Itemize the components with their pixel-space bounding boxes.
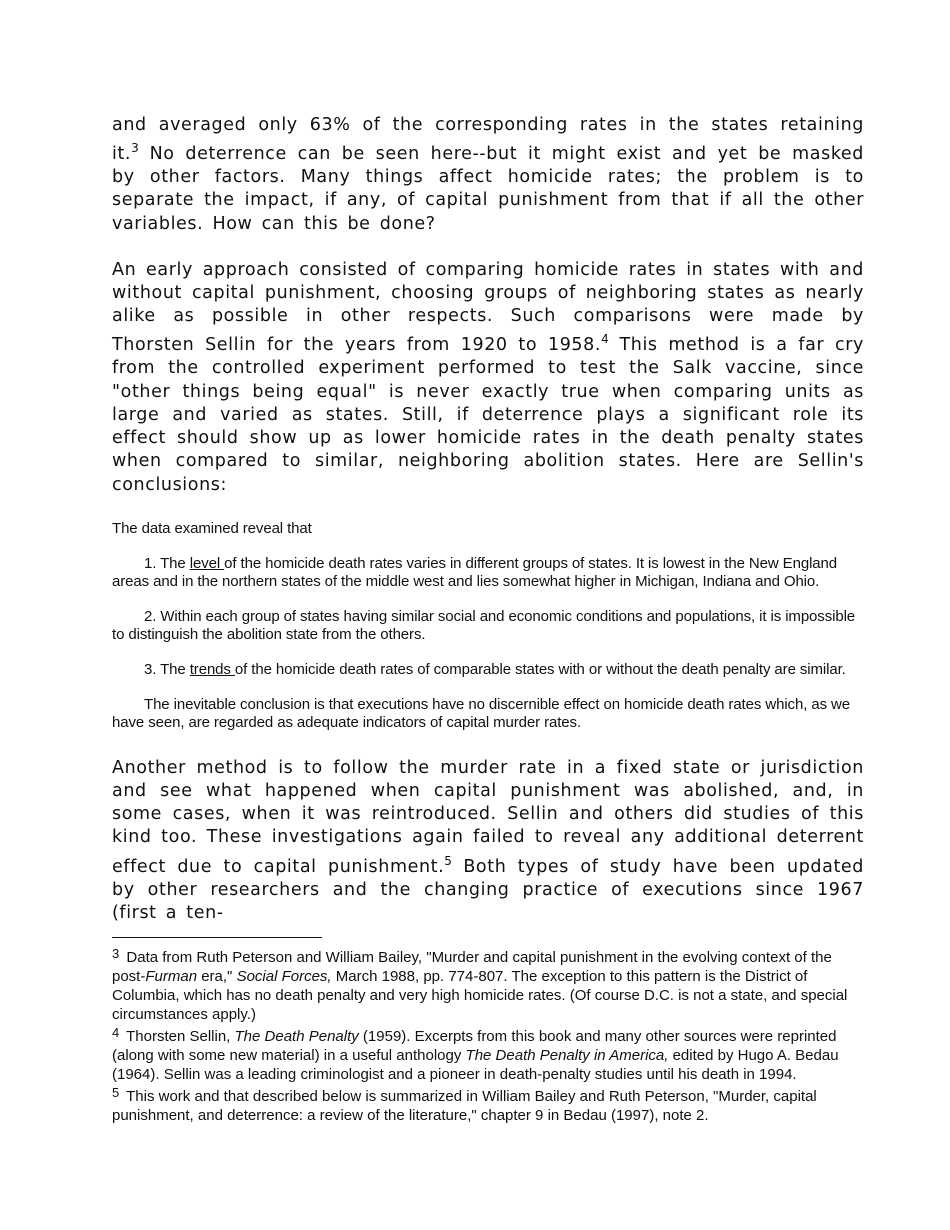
footnote-5: 5 This work and that described below is summarized in William Bailey and Ruth Peterson, "Murder, capital punishment, and deterrence: a review of the literature," chapter 9 in Bedau (1997), note 2. (112, 1084, 817, 1124)
footnote-ref-5[interactable]: 5 (444, 853, 452, 868)
document-page (112, 114, 864, 1128)
footnote-ref-4[interactable]: 4 (601, 332, 609, 347)
footnote-4: 4 Thorsten Sellin, The Death Penalty (1959). Excerpts from this book and many other sources were reprinted (along with some new material) in a useful anthology The Death Penalty in America, edited by Hugo A. Bedau (1964). Sellin was a leading criminologist and a pioneer in death-penalty studies until his death in 1994. (112, 1024, 839, 1083)
block-quote (112, 520, 864, 732)
footnotes (112, 945, 864, 1125)
quote-item-2: 2. Within each group of states having similar social and economic conditions and populations, it is impossible to distinguish the abolition state from the others. (112, 607, 856, 643)
footnote-3: 3 Data from Ruth Peterson and William Bailey, "Murder and capital punishment in the evolving context of the post-Furman era," Social Forces, March 1988, pp. 774-807. The exception to this pattern is the District of Columbia, which has no death penalty and very high homicide rates. (Of course D.C. is not a state, and special circumstances apply.) (112, 945, 848, 1023)
quote-item-3: 3. The trends of the homicide death rates of comparable states with or without the death penalty are similar. (144, 660, 846, 678)
body-paragraph-2: An early approach consisted of comparing homicide rates in states with and without capital punishment, choosing groups of neighboring states as nearly alike as possible in other respects. Such comparisons were made by Thorsten Sellin for the years from 1920 to 1958.$^4$ This method is a far cry from the controlled experiment performed to test the Salk vaccine, since "other things being equal" is never exactly true when comparing units as large and varied as states. Still, if deterrence plays a significant role its effect should show up as lower homicide rates in the death penalty states when compared to similar, neighboring abolition states. Here are Sellin's conclusions: (112, 259, 864, 495)
quote-intro: The data examined reveal that (112, 519, 312, 537)
body-paragraph-1: and averaged only 63% of the corresponding rates in the states retaining it.$^3$ No deterrence can be seen here--but it might exist and yet be masked by other factors. Many things affect homicide rates; the problem is to separate the impact, if any, of capital punishment from that if all the other variables. How can this be done? (112, 115, 864, 234)
footnote-ref-3[interactable]: 3 (131, 141, 139, 156)
body-paragraph-3: Another method is to follow the murder rate in a fixed state or jurisdiction and see what happened when capital punishment was abolished, and, in some cases, when it was reintroduced. Sellin and others did studies of this kind too. These investigations again failed to reveal any additional deterrent effect due to capital punishment.$^5$ Both types of study have been updated by other researchers and the changing practice of executions since 1967 (first a ten- (112, 757, 864, 923)
quote-conclusion: The inevitable conclusion is that executions have no discernible effect on homicide death rates which, as we have seen, are regarded as adequate indicators of capital murder rates. (112, 695, 851, 731)
footnote-divider (112, 937, 322, 938)
quote-item-1: 1. The level of the homicide death rates varies in different groups of states. It is lowest in the New England areas and in the northern states of the middle west and lies somewhat higher in Michigan, Indiana and Ohio. (112, 554, 838, 590)
